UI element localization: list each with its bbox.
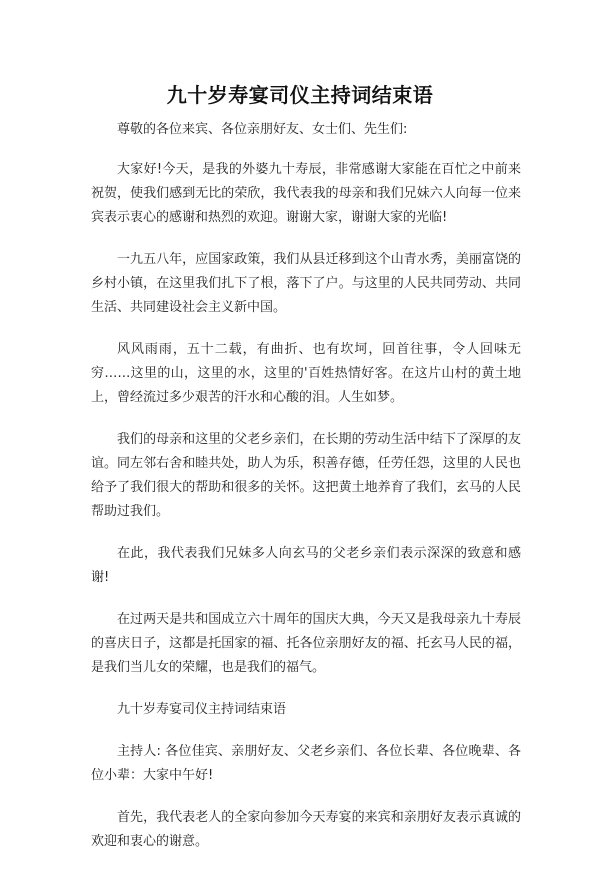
paragraph-thanks: 在此，我代表我们兄妹多人向玄马的父老乡亲们表示深深的致意和感谢! [91, 546, 521, 585]
paragraph-host-greeting: 主持人: 各位佳宾、亲朋好友、父老乡亲们、各位长辈、各位晚辈、各位小辈：大家中午好! [91, 744, 521, 783]
paragraph-memories: 风风雨雨，五十二载，有曲折、也有坎坷，回首往事，令人回味无穷……这里的山，这里的水，这里的'百姓热情好客。在这片山村的黄土地上，曾经流过多少艰苦的汗水和心酸的泪。人生如梦。 [91, 342, 521, 405]
paragraph-celebration: 在过两天是共和国成立六十周年的国庆大典，今天又是我母亲九十寿辰的喜庆日子，这都是托国家的福、托各位亲朋好友的福、托玄马人民的福，是我们当儿女的荣耀，也是我们的福气。 [91, 612, 521, 675]
document-title: 九十岁寿宴司仪主持词结束语 [166, 83, 434, 107]
paragraph-greeting: 尊敬的各位来宾、各位亲朋好友、女士们、先生们: [117, 122, 408, 137]
document-body [91, 118, 521, 872]
paragraph-section-heading: 九十岁寿宴司仪主持词结束语 [117, 702, 287, 717]
paragraph-family-thanks: 首先，我代表老人的全家向参加今天寿宴的来宾和亲朋好友表示真诚的欢迎和衷心的谢意。 [91, 810, 521, 849]
paragraph-welcome: 大家好!今天，是我的外婆九十寿辰，非常感谢大家能在百忙之中前来祝贺，使我们感到无比的荣欣，我代表我的母亲和我们兄妹六人向每一位来宾表示衷心的感谢和热烈的欢迎。谢谢大家，谢谢大家的光临! [91, 162, 521, 225]
paragraph-friendship: 我们的母亲和这里的父老乡亲们，在长期的劳动生活中结下了深厚的友谊。同左邻右舍和睦共处，助人为乐，积善存德，任劳任怨，这里的人民也给予了我们很大的帮助和很多的关怀。这把黄土地养育了我们，玄马的人民帮助过我们。 [91, 432, 521, 519]
paragraph-history: 一九五八年，应国家政策，我们从县迁移到这个山青水秀，美丽富饶的乡村小镇，在这里我们扎下了根，落下了户。与这里的人民共同劳动、共同生活、共同建设社会主义新中国。 [91, 252, 521, 315]
